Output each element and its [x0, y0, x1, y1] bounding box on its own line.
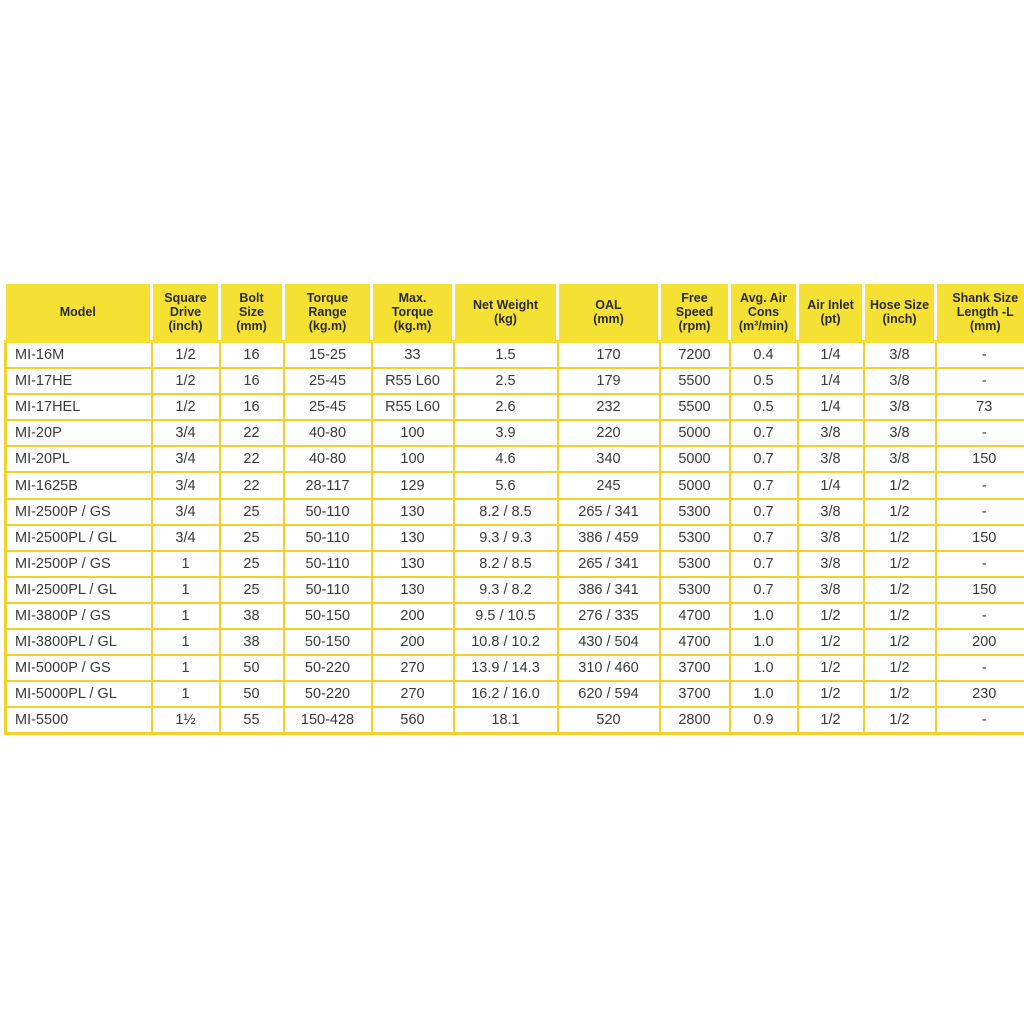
cell-torque-range: 50-110 [284, 499, 372, 525]
cell-free-speed: 5500 [660, 368, 730, 394]
cell-oal: 170 [558, 342, 660, 369]
header-oal [558, 284, 660, 342]
header-bolt-size-line: (mm) [236, 319, 267, 333]
cell-max-torque: 270 [372, 681, 454, 707]
table-row [6, 342, 1024, 369]
cell-model: MI-2500PL / GL [6, 577, 152, 603]
cell-torque-range: 50-220 [284, 655, 372, 681]
cell-net-weight: 8.2 / 8.5 [454, 551, 558, 577]
cell-free-speed: 2800 [660, 707, 730, 734]
header-free-speed-line: (rpm) [678, 319, 711, 333]
cell-air-inlet: 1/4 [798, 342, 864, 369]
cell-max-torque: 200 [372, 629, 454, 655]
cell-avg-air-cons: 0.7 [730, 551, 798, 577]
cell-torque-range: 25-45 [284, 394, 372, 420]
header-net-weight [454, 284, 558, 342]
cell-model: MI-16M [6, 342, 152, 369]
header-square-drive-line: (inch) [168, 319, 203, 333]
cell-bolt-size: 25 [220, 499, 284, 525]
cell-bolt-size: 25 [220, 551, 284, 577]
cell-net-weight: 5.6 [454, 472, 558, 498]
cell-max-torque: 130 [372, 499, 454, 525]
cell-model: MI-2500P / GS [6, 499, 152, 525]
cell-air-inlet: 3/8 [798, 551, 864, 577]
cell-max-torque: R55 L60 [372, 368, 454, 394]
header-max-torque [372, 284, 454, 342]
cell-air-inlet: 3/8 [798, 577, 864, 603]
cell-air-inlet: 1/4 [798, 472, 864, 498]
cell-avg-air-cons: 0.7 [730, 499, 798, 525]
table-row [6, 629, 1024, 655]
cell-square-drive: 3/4 [152, 446, 220, 472]
cell-avg-air-cons: 0.7 [730, 446, 798, 472]
header-air-inlet-line: (pt) [820, 312, 841, 326]
cell-torque-range: 50-150 [284, 603, 372, 629]
cell-torque-range: 28-117 [284, 472, 372, 498]
cell-shank-size-length: 230 [936, 681, 1024, 707]
cell-oal: 220 [558, 420, 660, 446]
cell-avg-air-cons: 1.0 [730, 681, 798, 707]
header-max-torque-line: (kg.m) [393, 319, 432, 333]
spec-table [4, 284, 1024, 735]
cell-oal: 386 / 341 [558, 577, 660, 603]
cell-square-drive: 1 [152, 629, 220, 655]
cell-free-speed: 5000 [660, 420, 730, 446]
cell-bolt-size: 16 [220, 342, 284, 369]
cell-shank-size-length: 150 [936, 446, 1024, 472]
cell-hose-size: 1/2 [864, 525, 936, 551]
header-torque-range-line: (kg.m) [308, 319, 347, 333]
header-torque-range-line: Torque [306, 291, 349, 305]
header-oal-line: (mm) [593, 312, 624, 326]
header-torque-range-line: Range [308, 305, 347, 319]
table-row [6, 707, 1024, 734]
cell-torque-range: 50-220 [284, 681, 372, 707]
cell-square-drive: 1/2 [152, 394, 220, 420]
cell-shank-size-length: 200 [936, 629, 1024, 655]
cell-net-weight: 9.5 / 10.5 [454, 603, 558, 629]
header-row [6, 284, 1024, 342]
cell-square-drive: 1½ [152, 707, 220, 734]
cell-square-drive: 1 [152, 577, 220, 603]
cell-shank-size-length: - [936, 551, 1024, 577]
cell-model: MI-5000P / GS [6, 655, 152, 681]
cell-max-torque: R55 L60 [372, 394, 454, 420]
cell-air-inlet: 1/2 [798, 629, 864, 655]
cell-free-speed: 5500 [660, 394, 730, 420]
cell-bolt-size: 25 [220, 577, 284, 603]
table-row [6, 603, 1024, 629]
header-square-drive-line: Drive [169, 305, 202, 319]
cell-bolt-size: 38 [220, 629, 284, 655]
header-avg-air-cons-line: Cons [747, 305, 780, 319]
table-row [6, 681, 1024, 707]
cell-hose-size: 3/8 [864, 394, 936, 420]
header-air-inlet [798, 284, 864, 342]
cell-torque-range: 40-80 [284, 420, 372, 446]
header-avg-air-cons [730, 284, 798, 342]
cell-hose-size: 1/2 [864, 629, 936, 655]
table-body [6, 342, 1024, 734]
cell-avg-air-cons: 0.9 [730, 707, 798, 734]
cell-max-torque: 270 [372, 655, 454, 681]
cell-net-weight: 9.3 / 9.3 [454, 525, 558, 551]
cell-torque-range: 50-110 [284, 525, 372, 551]
cell-square-drive: 1/2 [152, 368, 220, 394]
cell-hose-size: 3/8 [864, 446, 936, 472]
cell-model: MI-2500PL / GL [6, 525, 152, 551]
cell-hose-size: 1/2 [864, 577, 936, 603]
cell-model: MI-3800P / GS [6, 603, 152, 629]
cell-max-torque: 130 [372, 577, 454, 603]
cell-avg-air-cons: 0.7 [730, 577, 798, 603]
cell-net-weight: 10.8 / 10.2 [454, 629, 558, 655]
cell-net-weight: 2.6 [454, 394, 558, 420]
cell-shank-size-length: - [936, 603, 1024, 629]
cell-hose-size: 3/8 [864, 368, 936, 394]
cell-bolt-size: 16 [220, 368, 284, 394]
table-row [6, 368, 1024, 394]
cell-max-torque: 560 [372, 707, 454, 734]
cell-avg-air-cons: 0.5 [730, 368, 798, 394]
cell-torque-range: 50-110 [284, 551, 372, 577]
cell-bolt-size: 22 [220, 420, 284, 446]
header-hose-size-line: (inch) [882, 312, 917, 326]
cell-bolt-size: 50 [220, 655, 284, 681]
cell-air-inlet: 1/4 [798, 368, 864, 394]
header-bolt-size-line: Bolt [239, 291, 264, 305]
cell-net-weight: 4.6 [454, 446, 558, 472]
cell-air-inlet: 1/2 [798, 655, 864, 681]
cell-net-weight: 13.9 / 14.3 [454, 655, 558, 681]
cell-free-speed: 5300 [660, 577, 730, 603]
cell-square-drive: 1 [152, 551, 220, 577]
cell-hose-size: 1/2 [864, 472, 936, 498]
header-free-speed [660, 284, 730, 342]
cell-bolt-size: 50 [220, 681, 284, 707]
cell-model: MI-17HE [6, 368, 152, 394]
cell-shank-size-length: 73 [936, 394, 1024, 420]
cell-model: MI-2500P / GS [6, 551, 152, 577]
header-model [6, 284, 152, 342]
header-hose-size [864, 284, 936, 342]
header-max-torque-line: Max. [398, 291, 427, 305]
cell-oal: 430 / 504 [558, 629, 660, 655]
header-shank-size-length-line: Shank Size [952, 291, 1019, 305]
cell-avg-air-cons: 0.5 [730, 394, 798, 420]
header-bolt-size [220, 284, 284, 342]
cell-hose-size: 1/2 [864, 707, 936, 734]
table-row [6, 472, 1024, 498]
cell-square-drive: 3/4 [152, 499, 220, 525]
cell-bolt-size: 55 [220, 707, 284, 734]
cell-hose-size: 1/2 [864, 499, 936, 525]
cell-oal: 232 [558, 394, 660, 420]
header-avg-air-cons-line: (m³/min) [738, 319, 789, 333]
cell-oal: 620 / 594 [558, 681, 660, 707]
header-shank-size-length-line: (mm) [969, 319, 1001, 333]
cell-square-drive: 3/4 [152, 472, 220, 498]
cell-free-speed: 5000 [660, 472, 730, 498]
cell-model: MI-5000PL / GL [6, 681, 152, 707]
cell-square-drive: 3/4 [152, 525, 220, 551]
cell-hose-size: 1/2 [864, 655, 936, 681]
header-model-line: Model [59, 305, 96, 319]
cell-air-inlet: 1/4 [798, 394, 864, 420]
cell-max-torque: 129 [372, 472, 454, 498]
cell-hose-size: 3/8 [864, 342, 936, 369]
cell-model: MI-1625B [6, 472, 152, 498]
cell-avg-air-cons: 1.0 [730, 655, 798, 681]
cell-max-torque: 200 [372, 603, 454, 629]
cell-oal: 386 / 459 [558, 525, 660, 551]
cell-bolt-size: 22 [220, 472, 284, 498]
cell-oal: 340 [558, 446, 660, 472]
cell-avg-air-cons: 1.0 [730, 629, 798, 655]
cell-net-weight: 18.1 [454, 707, 558, 734]
cell-max-torque: 100 [372, 420, 454, 446]
cell-square-drive: 1 [152, 681, 220, 707]
cell-avg-air-cons: 0.7 [730, 525, 798, 551]
cell-torque-range: 40-80 [284, 446, 372, 472]
table-row [6, 577, 1024, 603]
cell-bolt-size: 38 [220, 603, 284, 629]
header-hose-size-line: Hose Size [869, 298, 930, 312]
cell-free-speed: 5000 [660, 446, 730, 472]
cell-model: MI-20P [6, 420, 152, 446]
cell-torque-range: 25-45 [284, 368, 372, 394]
cell-free-speed: 5300 [660, 525, 730, 551]
cell-net-weight: 8.2 / 8.5 [454, 499, 558, 525]
header-shank-size-length [936, 284, 1024, 342]
cell-oal: 265 / 341 [558, 551, 660, 577]
cell-hose-size: 1/2 [864, 603, 936, 629]
cell-square-drive: 1 [152, 603, 220, 629]
cell-free-speed: 3700 [660, 681, 730, 707]
header-air-inlet-line: Air Inlet [807, 298, 854, 312]
cell-square-drive: 3/4 [152, 420, 220, 446]
cell-shank-size-length: 150 [936, 525, 1024, 551]
header-square-drive-line: Square [164, 291, 207, 305]
cell-net-weight: 16.2 / 16.0 [454, 681, 558, 707]
table-row [6, 525, 1024, 551]
cell-shank-size-length: - [936, 342, 1024, 369]
header-shank-size-length-line: Length -L [956, 305, 1014, 319]
header-oal-line: OAL [595, 298, 622, 312]
cell-model: MI-20PL [6, 446, 152, 472]
cell-model: MI-17HEL [6, 394, 152, 420]
cell-net-weight: 2.5 [454, 368, 558, 394]
cell-bolt-size: 25 [220, 525, 284, 551]
header-max-torque-line: Torque [391, 305, 434, 319]
cell-shank-size-length: - [936, 420, 1024, 446]
cell-avg-air-cons: 0.7 [730, 420, 798, 446]
header-free-speed-line: Free [681, 291, 708, 305]
cell-free-speed: 7200 [660, 342, 730, 369]
cell-oal: 520 [558, 707, 660, 734]
cell-avg-air-cons: 0.7 [730, 472, 798, 498]
cell-free-speed: 4700 [660, 603, 730, 629]
cell-square-drive: 1 [152, 655, 220, 681]
header-torque-range [284, 284, 372, 342]
cell-max-torque: 33 [372, 342, 454, 369]
header-square-drive [152, 284, 220, 342]
cell-air-inlet: 3/8 [798, 499, 864, 525]
cell-air-inlet: 3/8 [798, 525, 864, 551]
cell-shank-size-length: - [936, 368, 1024, 394]
cell-max-torque: 130 [372, 525, 454, 551]
cell-hose-size: 1/2 [864, 681, 936, 707]
table-row [6, 499, 1024, 525]
table-row [6, 655, 1024, 681]
cell-oal: 245 [558, 472, 660, 498]
cell-net-weight: 9.3 / 8.2 [454, 577, 558, 603]
cell-bolt-size: 22 [220, 446, 284, 472]
cell-bolt-size: 16 [220, 394, 284, 420]
table-row [6, 394, 1024, 420]
header-free-speed-line: Speed [675, 305, 714, 319]
cell-shank-size-length: - [936, 655, 1024, 681]
cell-free-speed: 5300 [660, 499, 730, 525]
header-net-weight-line: (kg) [494, 312, 517, 326]
cell-oal: 310 / 460 [558, 655, 660, 681]
cell-oal: 179 [558, 368, 660, 394]
cell-shank-size-length: - [936, 472, 1024, 498]
cell-model: MI-3800PL / GL [6, 629, 152, 655]
cell-oal: 276 / 335 [558, 603, 660, 629]
cell-air-inlet: 1/2 [798, 603, 864, 629]
cell-air-inlet: 3/8 [798, 446, 864, 472]
cell-shank-size-length: 150 [936, 577, 1024, 603]
cell-free-speed: 4700 [660, 629, 730, 655]
cell-net-weight: 3.9 [454, 420, 558, 446]
cell-torque-range: 50-110 [284, 577, 372, 603]
cell-avg-air-cons: 1.0 [730, 603, 798, 629]
cell-hose-size: 1/2 [864, 551, 936, 577]
cell-net-weight: 1.5 [454, 342, 558, 369]
cell-torque-range: 15-25 [284, 342, 372, 369]
header-avg-air-cons-line: Avg. Air [740, 291, 787, 305]
cell-max-torque: 100 [372, 446, 454, 472]
spec-table-container [4, 284, 1024, 735]
cell-shank-size-length: - [936, 707, 1024, 734]
cell-shank-size-length: - [936, 499, 1024, 525]
cell-torque-range: 150-428 [284, 707, 372, 734]
table-row [6, 551, 1024, 577]
cell-model: MI-5500 [6, 707, 152, 734]
table-row [6, 446, 1024, 472]
header-net-weight-line: Net Weight [472, 298, 539, 312]
cell-square-drive: 1/2 [152, 342, 220, 369]
cell-oal: 265 / 341 [558, 499, 660, 525]
cell-air-inlet: 3/8 [798, 420, 864, 446]
cell-air-inlet: 1/2 [798, 707, 864, 734]
header-bolt-size-line: Size [238, 305, 264, 319]
cell-torque-range: 50-150 [284, 629, 372, 655]
cell-avg-air-cons: 0.4 [730, 342, 798, 369]
cell-free-speed: 3700 [660, 655, 730, 681]
cell-max-torque: 130 [372, 551, 454, 577]
cell-free-speed: 5300 [660, 551, 730, 577]
cell-hose-size: 3/8 [864, 420, 936, 446]
cell-air-inlet: 1/2 [798, 681, 864, 707]
table-row [6, 420, 1024, 446]
